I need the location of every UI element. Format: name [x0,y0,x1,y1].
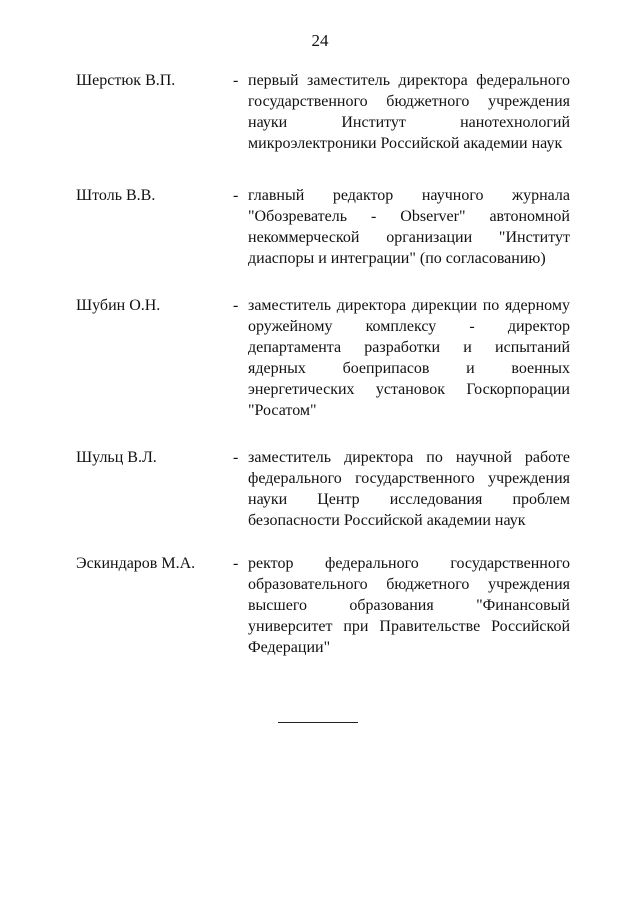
description-line: безопасности Российской академии наук [248,512,526,529]
position-description [248,185,570,269]
end-divider [278,722,358,723]
description-line: микроэлектроники Российской академии наук [248,135,563,152]
description-line: заместитель директора дирекции по ядерному [248,297,570,314]
description-line: некоммерческой организации "Институт [248,229,570,246]
description-line: науки Центр исследования проблем [248,491,570,508]
position-description [248,447,570,531]
description-line: диаспоры и интеграции" (по согласованию) [248,250,546,267]
description-line: Федерации" [248,639,331,656]
description-line: первый заместитель директора федерального [248,72,570,89]
description-line: главный редактор научного журнала [248,187,570,204]
description-line: государственного бюджетного учреждения [248,93,570,110]
description-line: департамента разработки и испытаний [248,339,570,356]
person-name: Шульц В.Л. [76,449,157,466]
description-line: ядерных боеприпасов и военных [248,360,570,377]
description-line: университет при Правительстве Российской [248,618,570,635]
position-description [248,553,570,658]
person-name: Штоль В.В. [76,187,156,204]
description-line: оружейному комплексу - директор [248,318,570,335]
dash: - [233,555,239,572]
description-line: ректор федерального государственного [248,555,570,572]
person-name: Шубин О.Н. [76,297,161,314]
description-line: энергетических установок Госкорпорации [248,381,570,398]
description-line: "Обозреватель - Observer" автономной [248,208,570,225]
dash: - [233,72,239,89]
dash: - [233,187,239,204]
description-line: "Росатом" [248,402,317,419]
position-description [248,70,570,154]
description-line: федерального государственного учреждения [248,470,570,487]
position-description [248,295,570,421]
person-name: Эскиндаров М.А. [76,555,196,572]
person-name: Шерстюк В.П. [76,72,176,89]
description-line: высшего образования "Финансовый [248,597,570,614]
description-line: науки Институт нанотехнологий [248,114,570,131]
page-number: 24 [311,31,329,50]
description-line: заместитель директора по научной работе [248,449,570,466]
dash: - [233,297,239,314]
description-line: образовательного бюджетного учреждения [248,576,570,593]
dash: - [233,449,239,466]
